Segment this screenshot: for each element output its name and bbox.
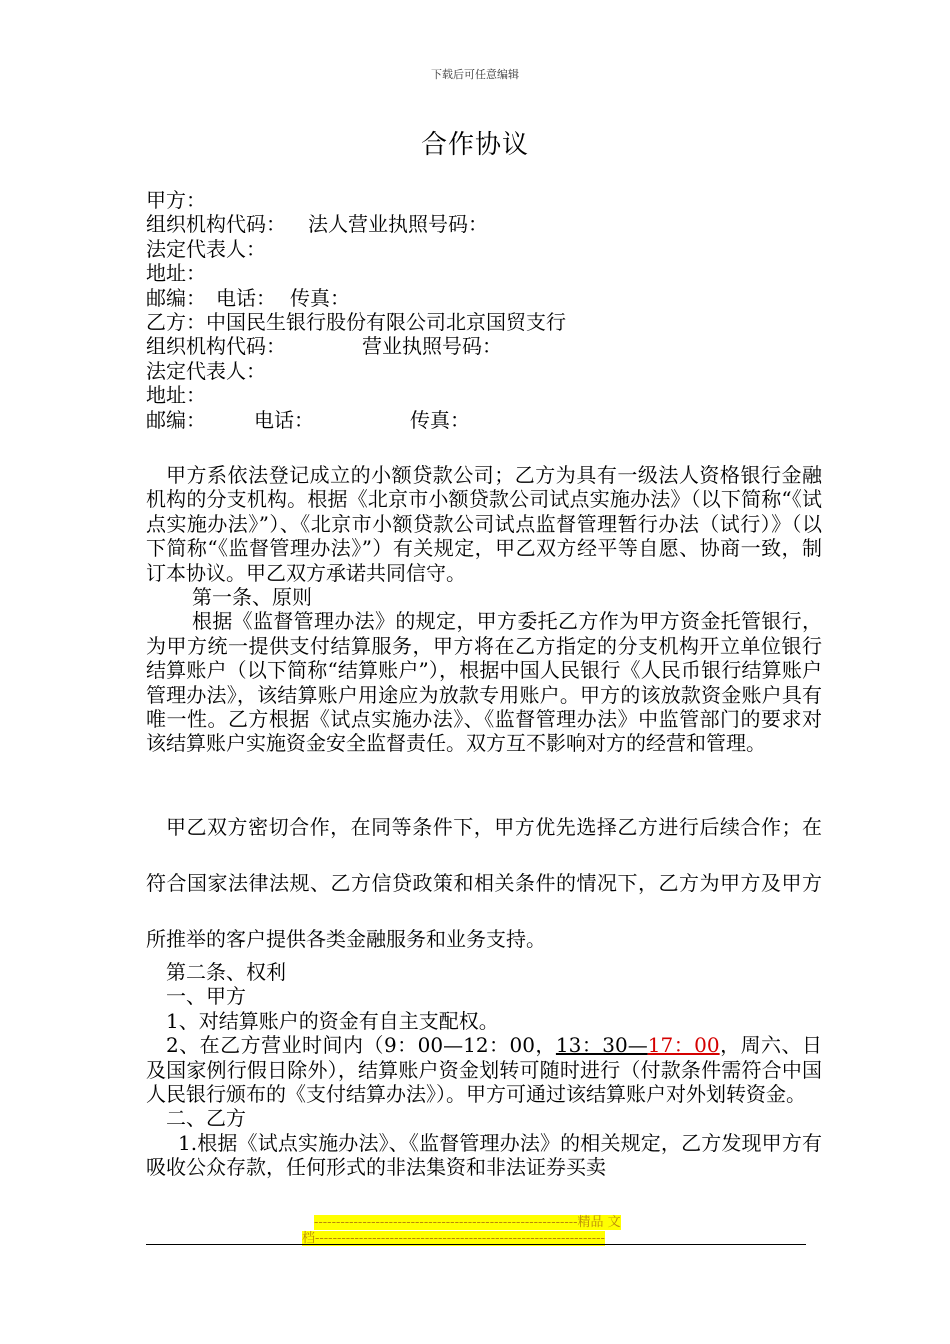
party-b-rep: 法定代表人： — [146, 358, 266, 383]
party-a-license: 法人营业执照号码： — [308, 212, 488, 237]
party-a-line: 甲方： — [146, 188, 206, 212]
footer-rule — [146, 1244, 806, 1245]
article1-paragraph2: 甲乙双方密切合作，在同等条件下，甲方优先选择乙方进行后续合作；在符合国家法律法规、乙方信贷政策和相关条件的情况下，乙方为甲方及甲方所推举的客户提供各类金融服务和业务支持。 — [146, 815, 822, 951]
footer-banner-2: 档------------------------------------------------------------------ — [302, 1231, 605, 1246]
party-b-fax: 传真： — [410, 407, 470, 432]
header-note: 下载后可任意编辑 — [431, 68, 519, 81]
item2-time-end: 17：00 — [647, 1033, 720, 1058]
preamble-paragraph: 甲方系依法登记成立的小额贷款公司；乙方为具有一级法人资格银行金融机构的分支机构。根据《北京市小额贷款公司试点实施办法》（以下简称“《试点实施办法》”）、《北京市小额贷款公司试点监督管理暂行办法（试行）》（以下简称“《监督管理办法》”）有关规定，甲乙双方经平等自愿、协商一致，制订本协议。甲乙双方承诺共同信守。 — [146, 463, 822, 585]
item2-prefix: 2、在乙方营业时间内（9：00—12：00， — [166, 1033, 556, 1058]
item2-suffix: ，周六、日及国家例行假日除外），结算账户资金划转可随时进行（付款条件需符合中国人民银行颁布的《支付结算办法》）。甲方可通过该结算账户对外划转资金。 — [146, 1033, 823, 1106]
party-b-line: 乙方：中国民生银行股份有限公司北京国贸支行 — [146, 309, 566, 334]
article2-sub-b: 二、乙方 — [166, 1106, 246, 1131]
footer-banner-1: ------------------------------------------------------------精品 文 — [314, 1215, 621, 1230]
article1-heading: 第一条、原则 — [192, 585, 312, 610]
party-a-contact-line — [146, 286, 822, 310]
article2-b-item1: 1.根据《试点实施办法》、《监督管理办法》的相关规定，乙方发现甲方有吸收公众存款，任何形式的非法集资和非法证券买卖 — [146, 1130, 822, 1180]
party-b-postcode: 邮编： — [146, 407, 206, 432]
party-b-address: 地址： — [146, 383, 206, 408]
party-b-org-code: 组织机构代码： — [146, 334, 286, 359]
parties-block — [146, 188, 822, 432]
article2-block — [146, 960, 822, 1180]
party-b-phone: 电话： — [254, 407, 314, 432]
party-b-codes-line — [146, 334, 822, 358]
party-a-fax: 传真： — [290, 285, 350, 310]
party-a-postcode: 邮编： — [146, 285, 206, 310]
party-a-address: 地址： — [146, 261, 206, 286]
item2-time-start: 13：30— — [555, 1033, 648, 1058]
article2-item2 — [146, 1033, 822, 1106]
article2-item1: 1、对结算账户的资金有自主支配权。 — [166, 1008, 499, 1033]
article1-paragraph1: 根据《监督管理办法》的规定，甲方委托乙方作为甲方资金托管银行，为甲方统一提供支付结算服务，甲方将在乙方指定的分支机构开立单位银行结算账户（以下简称“结算账户”），根据中国人民银行《人民币银行结算账户管理办法》，该结算账户用途应为放款专用账户。甲方的该放款资金账户具有唯一性。乙方根据《试点实施办法》、《监督管理办法》中监管部门的要求对该结算账户实施资金安全监督责任。双方互不影响对方的经营和管理。 — [146, 609, 822, 756]
party-a-rep: 法定代表人： — [146, 236, 266, 261]
party-b-license: 营业执照号码： — [362, 334, 502, 359]
article1-cooperation-block — [146, 799, 822, 967]
document-title: 合作协议 — [420, 130, 529, 160]
party-a-codes-line — [146, 212, 822, 236]
party-b-contact-line — [146, 408, 822, 432]
article2-sub-a: 一、甲方 — [166, 984, 246, 1009]
party-a-org-code: 组织机构代码： — [146, 212, 286, 237]
party-a-phone: 电话： — [216, 285, 276, 310]
article2-heading: 第二条、权利 — [166, 960, 286, 984]
preamble-block — [146, 463, 822, 756]
